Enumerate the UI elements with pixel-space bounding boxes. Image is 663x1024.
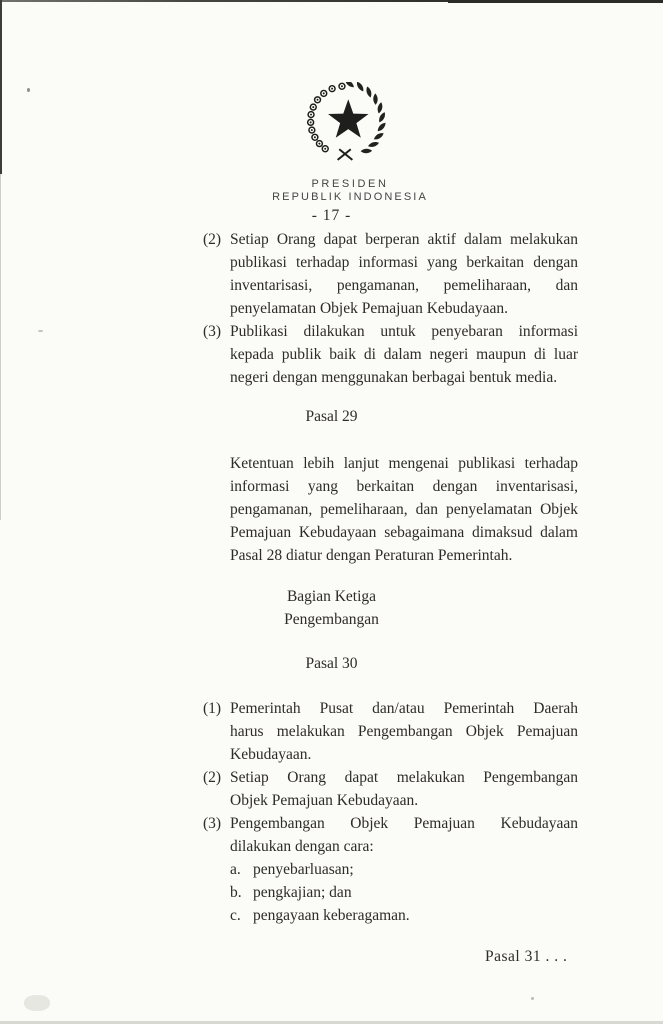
section-heading-pasal-30: Pasal 30: [305, 655, 358, 672]
text-line: Pengembangan Objek Pemajuan Kebudayaan: [230, 815, 578, 832]
text-line: Pasal 28 diatur dengan Peraturan Pemerintah.: [230, 547, 513, 564]
sub-item-marker: a.: [230, 861, 241, 878]
scan-blotch: [24, 995, 50, 1011]
paragraph-pasal-29: [203, 452, 578, 567]
paragraph-text: [230, 452, 578, 567]
sub-list-item-c: [230, 904, 578, 927]
text-line: Setiap Orang dapat melakukan Pengembangan: [230, 769, 578, 786]
letterhead-line1: PRESIDEN: [311, 178, 389, 190]
text-line: Objek Pemajuan Kebudayaan.: [230, 792, 419, 809]
sub-item-marker: c.: [230, 907, 241, 924]
item-text: [230, 697, 578, 766]
text-line: harus melakukan Pengembangan Objek Pemajuan: [230, 723, 578, 740]
text-line: informasi yang berkaitan dengan inventarisasi,: [230, 478, 578, 495]
scan-speck: [27, 88, 30, 92]
letterhead: [250, 178, 450, 204]
item-marker: (2): [203, 231, 222, 248]
letterhead-line2: REPUBLIK INDONESIA: [272, 191, 428, 203]
text-line: dilakukan dengan cara:: [230, 838, 374, 855]
item-marker: (2): [203, 769, 222, 786]
text-line: Kebudayaan.: [230, 746, 312, 763]
item-text: [230, 228, 578, 320]
item-marker: (1): [203, 700, 222, 717]
sub-item-text: pengayaan keberagaman.: [253, 907, 410, 924]
text-line: Publikasi dilakukan untuk penyebaran informasi: [230, 323, 578, 340]
item-marker: (3): [203, 323, 222, 340]
text-line: negeri dengan menggunakan berbagai bentuk media.: [230, 369, 558, 386]
item-marker: (3): [203, 815, 222, 832]
text-line: inventarisasi, pengamanan, pemeliharaan, dan: [230, 277, 578, 294]
sub-item-text: pengkajian; dan: [253, 884, 352, 901]
item-text: [230, 320, 578, 389]
scan-edge-left: [0, 0, 2, 174]
text-line: Pemerintah Pusat dan/atau Pemerintah Daerah: [230, 700, 578, 717]
text-line: Ketentuan lebih lanjut mengenai publikasi terhadap: [230, 455, 578, 472]
text-line: pengamanan, pemeliharaan, dan penyelamatan Objek: [230, 501, 578, 518]
text-line: Pemajuan Kebudayaan sebagaimana dimaksud dalam: [230, 524, 578, 541]
section-subheading-pengembangan: Pengembangan: [284, 611, 379, 628]
sub-item-marker: b.: [230, 884, 242, 901]
page-number: - 17 -: [311, 207, 352, 224]
sub-list-item-a: [230, 858, 578, 881]
text-line: kepada publik baik di dalam negeri maupun di luar: [230, 346, 578, 363]
scan-speck: [38, 330, 43, 332]
list-item-ayat-1: [203, 697, 578, 766]
list-item-ayat-2b: [203, 766, 578, 812]
list-item-ayat-3: [203, 320, 578, 389]
item-text: [230, 812, 578, 927]
list-item-ayat-3b: [203, 812, 578, 927]
sub-item-text: penyebarluasan;: [253, 861, 354, 878]
catchword: Pasal 31 . . .: [485, 948, 568, 965]
section-heading-pasal-29: Pasal 29: [305, 408, 358, 425]
list-item-ayat-2: [203, 228, 578, 320]
scan-edge-top-right: [448, 0, 663, 3]
text-line: Setiap Orang dapat berperan aktif dalam melakukan: [230, 231, 578, 248]
star-wreath-emblem-icon: [303, 82, 387, 164]
document-body: [203, 228, 578, 927]
sub-list-item-b: [230, 881, 578, 904]
item-text: [230, 766, 578, 812]
star-icon: [328, 99, 369, 138]
scan-speck: [531, 997, 534, 1000]
text-line: publikasi terhadap informasi yang berkaitan dengan: [230, 254, 578, 271]
section-heading-bagian-ketiga: Bagian Ketiga: [286, 588, 377, 605]
text-line: penyelamatan Objek Pemajuan Kebudayaan.: [230, 300, 509, 317]
paragraph-indent: [203, 452, 230, 567]
